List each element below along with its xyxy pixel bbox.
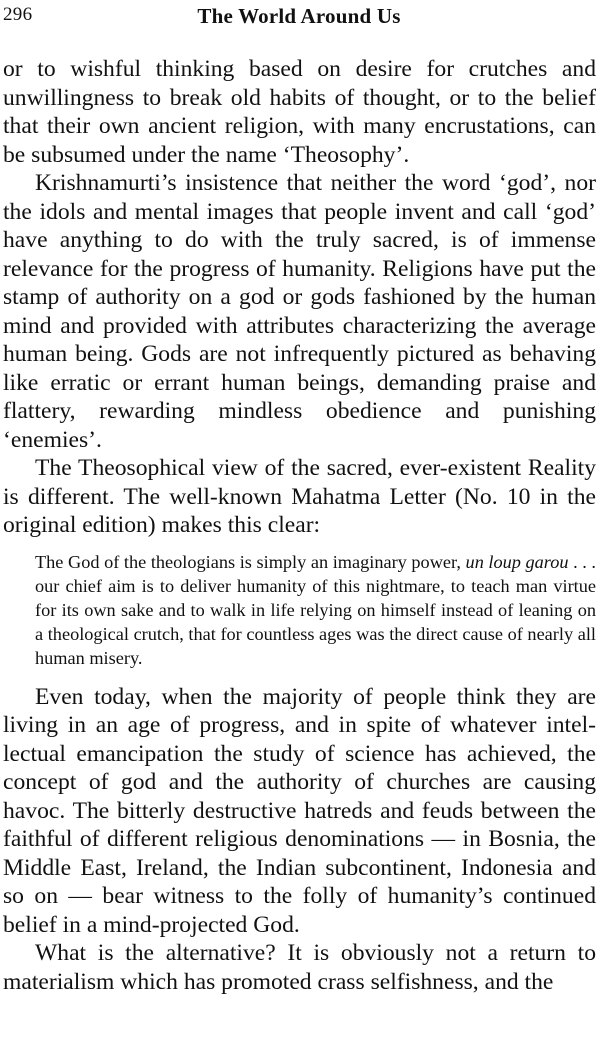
body-text (3, 55, 596, 996)
paragraph-continuation: or to wishful thinking based on desire for crutches and unwillingness to break old habits of thought, or to the belief that their own ancient religion, with many encrustations, can be subsumed under the name ‘Theosophy’. (3, 56, 596, 168)
page-number: 296 (3, 4, 33, 25)
running-title: The World Around Us (197, 4, 401, 28)
paragraph-krishnamurti: Krishnamurti’s insistence that neither the word ‘god’, nor the idols and mental images that people invent and call ‘god’ have anything to do with the truly sacred, is of immense relevance for the progress of humanity. Religions have put the stamp of authority on a god or gods fashioned by the human mind and provided with attributes characterizing the average human being. Gods are not infrequently pictured as behaving like erratic or errant human beings, demanding praise and flattery, rewarding mindless obedience and punishing ‘enemies’. (3, 170, 596, 453)
quote-text-end: . . . our chief aim is to deliver humanity of this nightmare, to teach man virtue for its own sake and to walk in life relying on himself instead of leaning on a theological crutch, that for countless ages was the direct cause of nearly all human misery. (35, 551, 597, 669)
paragraph-alternative: What is the alternative? It is obviously not a return to materialism which has promoted crass selfishness, and the (3, 940, 596, 995)
mahatma-letter-quote (3, 550, 596, 671)
paragraph-even-today: Even today, when the majority of people think they are living in an age of progress, and in spite of whatever intellectual emancipation the study of science has achieved, the concept of god and the authority of churches are causing havoc. The bitterly destructive hatreds and feuds between the faithful of different religious denominations — in Bosnia, the Middle East, Ireland, the Indian subcontinent, Indonesia and so on — bear witness to the folly of humanity’s continued belief in a mind-projected God. (3, 683, 596, 938)
paragraph-theosophical-view: The Theosophical view of the sacred, ever-existent Reality is different. The well-known Mahatma Letter (No. 10 in the original edition) makes this clear: (3, 455, 596, 538)
quote-text-start: The God of the theologians is simply an imaginary power, (35, 551, 466, 572)
page-header (3, 4, 595, 30)
quote-italic-phrase: un loup garou (465, 551, 569, 572)
